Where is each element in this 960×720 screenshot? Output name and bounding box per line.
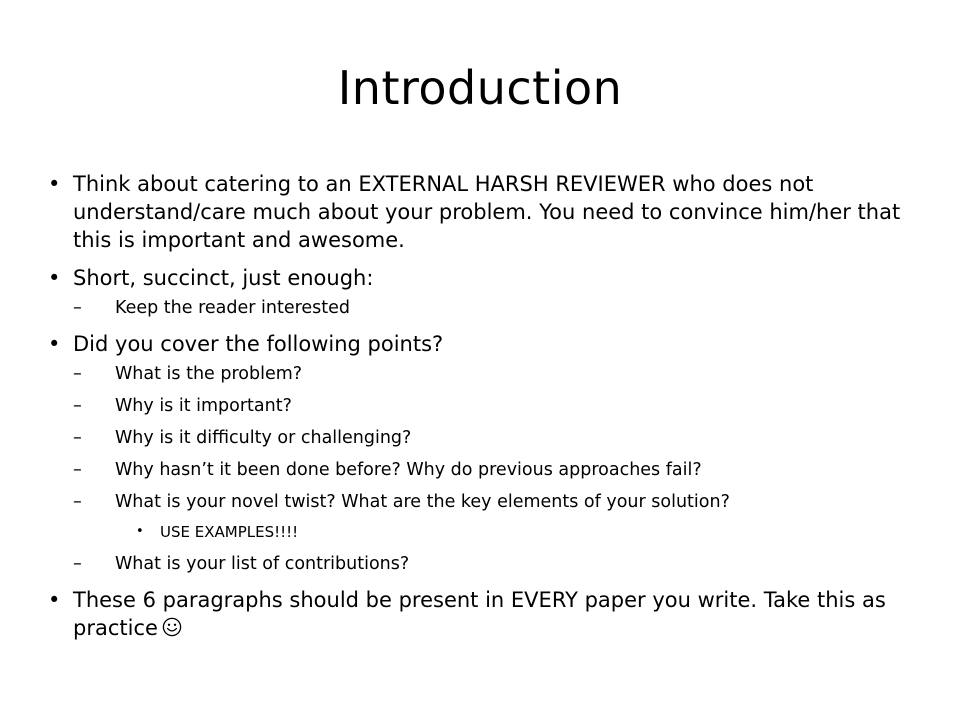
dash-marker: –	[73, 298, 82, 318]
sub-item	[73, 426, 918, 450]
dash-marker: –	[73, 364, 82, 384]
sub-item	[73, 362, 918, 386]
sub-item	[73, 394, 918, 418]
bullet-text-wrap	[73, 586, 918, 642]
sub-item-text: What is the problem?	[115, 364, 303, 384]
dash-marker: –	[73, 554, 82, 574]
sub-item	[73, 296, 918, 320]
bullet-item	[48, 264, 918, 320]
bullet-marker: •	[48, 172, 61, 196]
bullet-item	[48, 330, 918, 576]
sub-list	[73, 296, 918, 320]
bullet-item	[48, 170, 918, 254]
slide-content	[48, 170, 918, 652]
sub-item-text: What is your list of contributions?	[115, 554, 410, 574]
sub-item	[73, 490, 918, 514]
dash-marker: –	[73, 428, 82, 448]
sub-item-text: Keep the reader interested	[115, 298, 351, 318]
sub-sub-item-text: USE EXAMPLES!!!!	[160, 523, 299, 541]
sub-item-text: Why hasn’t it been done before? Why do previous approaches fail?	[115, 460, 702, 480]
dash-marker: –	[73, 460, 82, 480]
bullet-marker: •	[48, 332, 61, 356]
dash-marker: –	[73, 396, 82, 416]
bullet-text: Think about catering to an EXTERNAL HARSH REVIEWER who does not understand/care much about your problem. You need to convince him/her that this is important and awesome.	[73, 172, 901, 252]
dash-marker: –	[73, 492, 82, 512]
bullet-text: Did you cover the following points?	[73, 332, 444, 356]
bullet-marker: •	[48, 588, 61, 612]
bullet-marker: •	[136, 524, 144, 539]
sub-item	[73, 552, 918, 576]
slide-title: Introduction	[337, 61, 623, 115]
bullet-item	[48, 586, 918, 642]
bullet-text: These 6 paragraphs should be present in EVERY paper you write. Take this as practice	[73, 588, 886, 640]
sub-item-text: Why is it important?	[115, 396, 292, 416]
sub-sub-item	[73, 522, 918, 542]
bullet-marker: •	[48, 266, 61, 290]
sub-item	[73, 458, 918, 482]
sub-item-text: What is your novel twist? What are the key elements of your solution?	[115, 492, 730, 512]
smiley-face-icon	[162, 617, 182, 637]
sub-item-text: Why is it difficulty or challenging?	[115, 428, 412, 448]
sub-list	[73, 362, 918, 576]
bullet-text: Short, succinct, just enough:	[73, 266, 374, 290]
